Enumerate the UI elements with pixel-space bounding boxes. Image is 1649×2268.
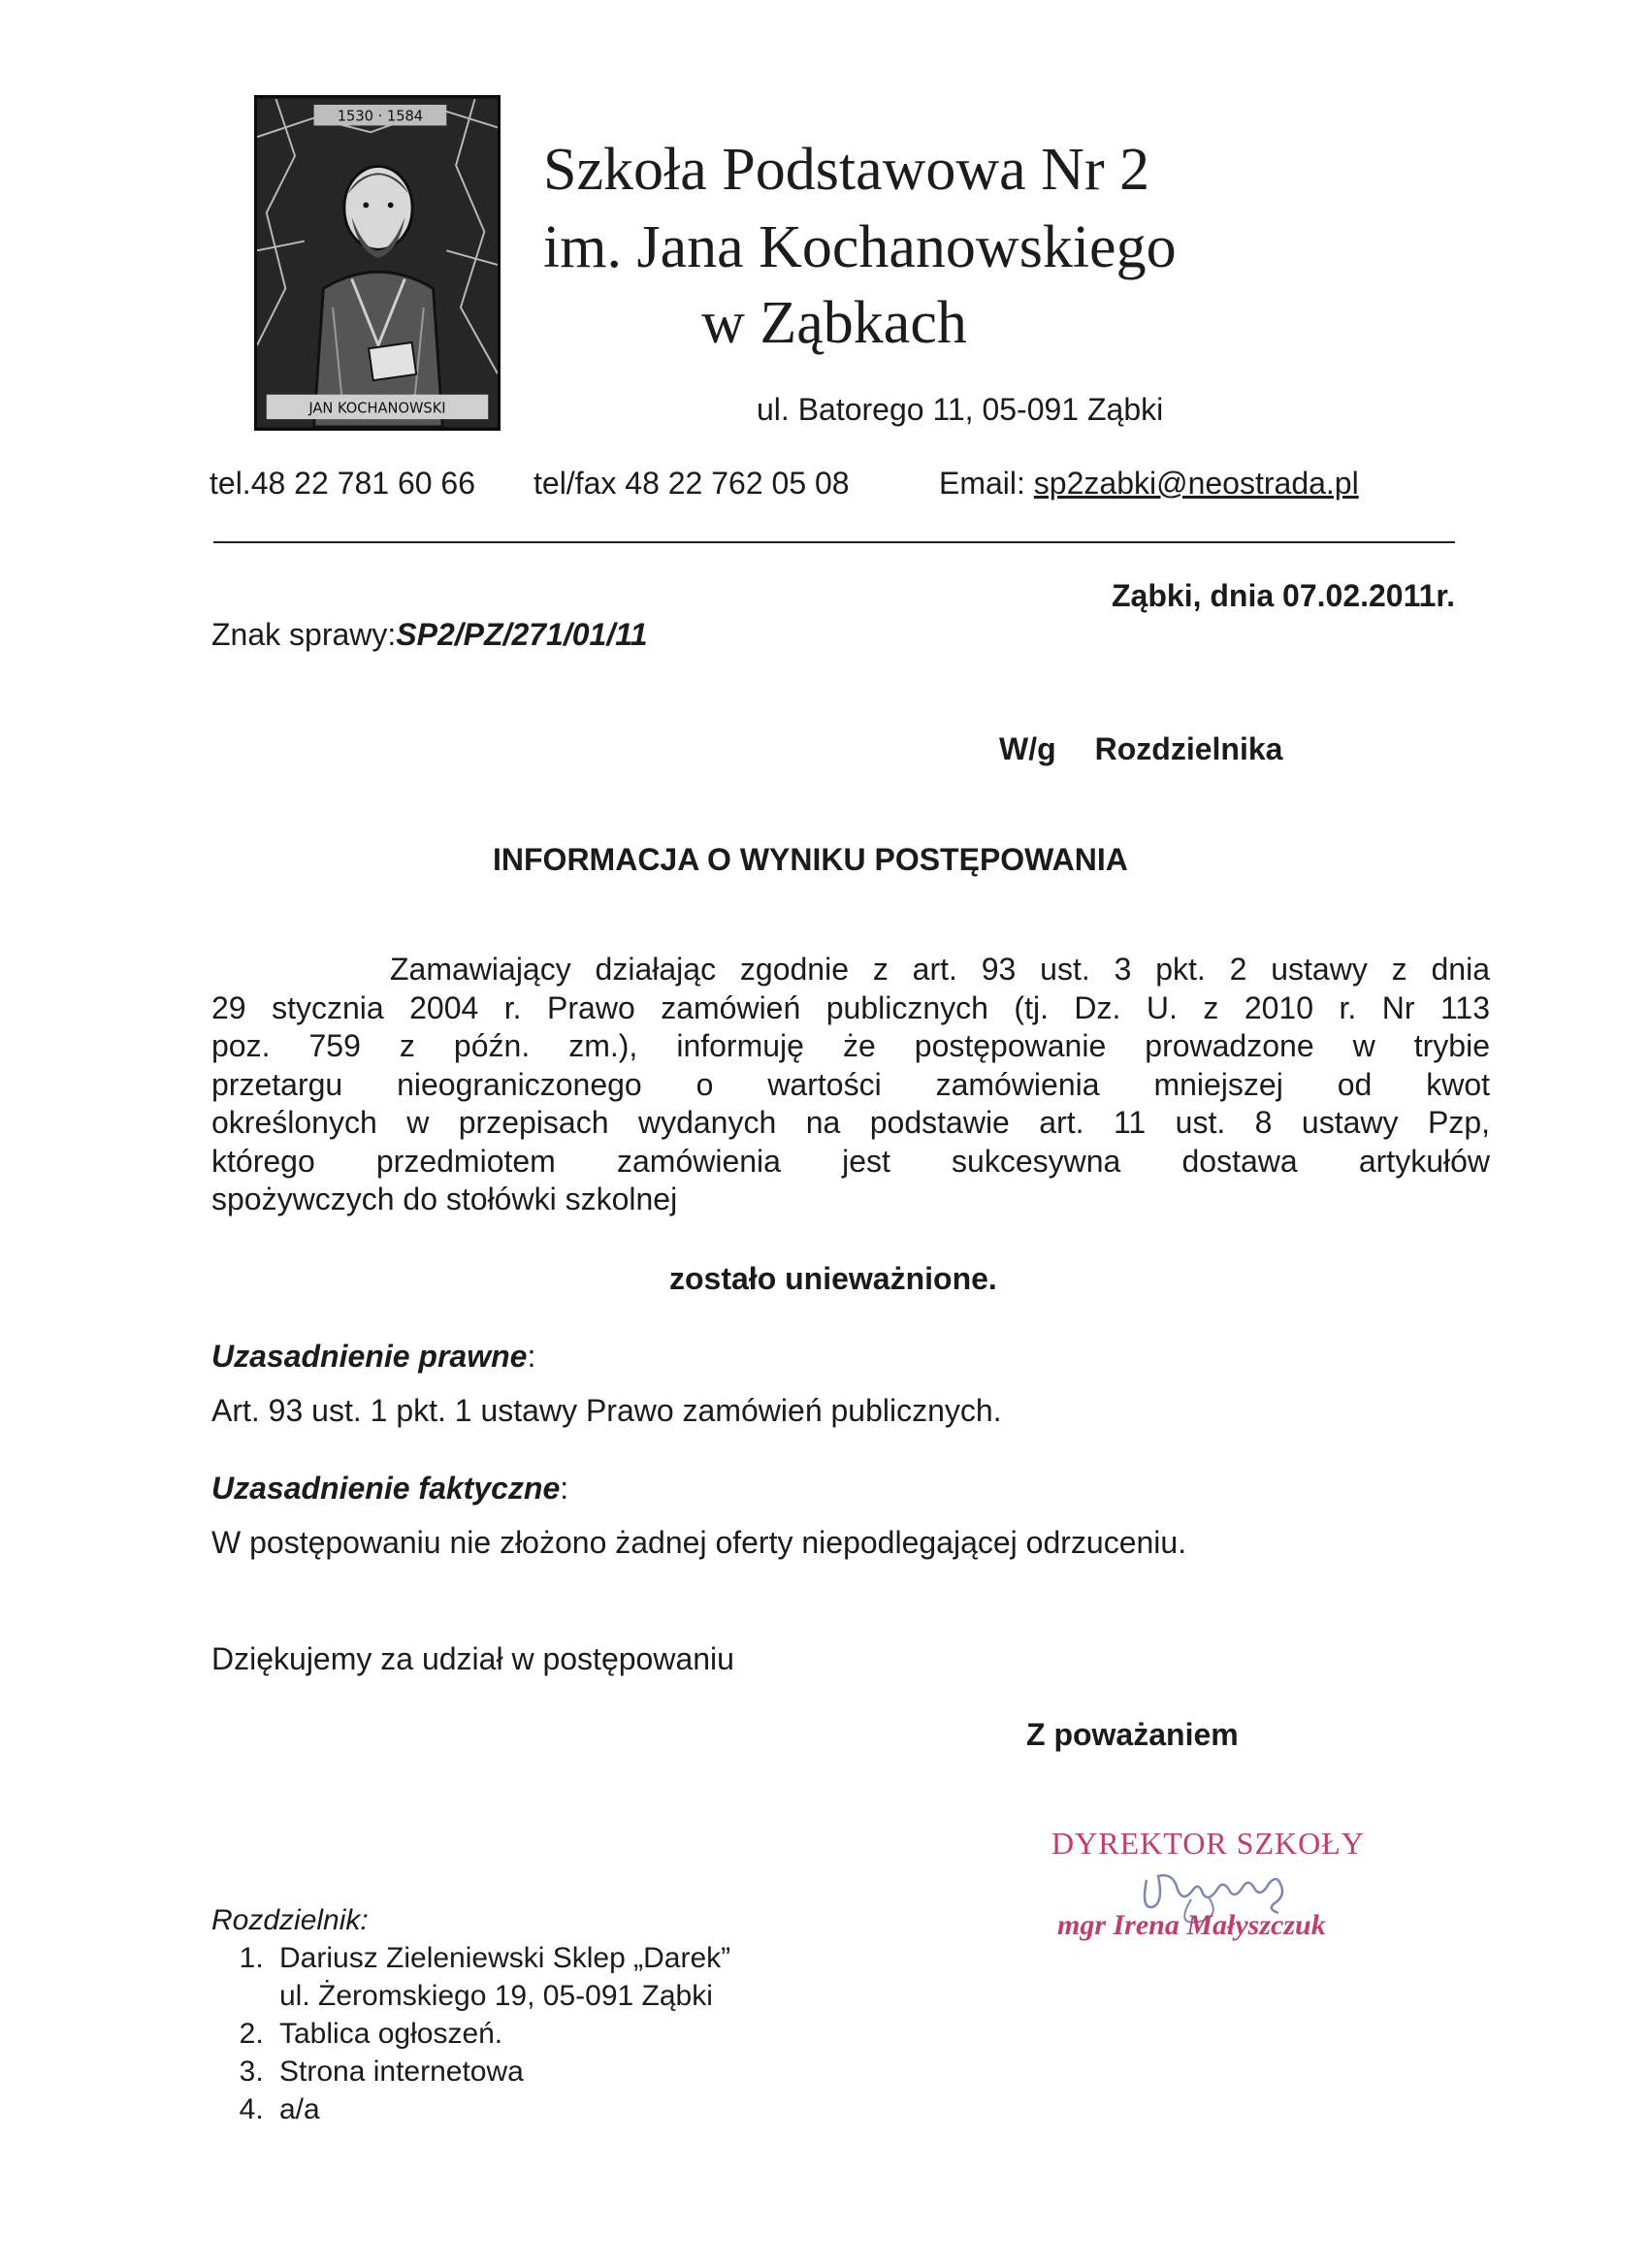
recipient — [999, 731, 1282, 767]
body-line: przetargu nieograniczonego o wartości zamówienia mniejszej od kwot — [211, 1066, 1490, 1102]
school-address: ul. Batorego 11, 05-091 Ząbki — [757, 392, 1164, 427]
recipient-prefix: W/g — [999, 731, 1056, 766]
distribution-item — [272, 2090, 730, 2128]
school-name-line1: Szkoła Podstawowa Nr 2 — [543, 137, 1150, 203]
body-line: Zamawiający działając zgodnie z art. 93 ust. 3 pkt. 2 ustawy z dnia — [390, 952, 1490, 987]
distribution-item-line1: Dariusz Zieleniewski Sklep „Darek” — [279, 1942, 731, 1974]
distribution-item-line1: Strona internetowa — [279, 2056, 524, 2088]
phone-number: tel.48 22 781 60 66 — [210, 466, 476, 501]
legal-basis-text: Art. 93 ust. 1 pkt. 1 ustawy Prawo zamówień publicznych. — [211, 1393, 1002, 1428]
body-line: określonych w przepisach wydanych na podstawie art. 11 ust. 8 ustawy Pzp, — [211, 1105, 1490, 1140]
outcome-statement: zostało unieważnione. — [669, 1261, 997, 1296]
distribution-list — [211, 1901, 730, 2128]
distribution-label: Rozdzielnik: — [211, 1904, 369, 1936]
distribution-item-line2: ul. Żeromskiego 19, 05-091 Ząbki — [279, 1980, 713, 2012]
school-name-line3: w Ząbkach — [701, 290, 967, 356]
letter-date: Ząbki, dnia 07.02.2011r. — [1112, 578, 1455, 613]
email-link[interactable]: sp2zabki@neostrada.pl — [1033, 466, 1359, 501]
body-line: którego przedmiotem zamówienia jest sukcesywna dostawa artykułów — [211, 1143, 1490, 1179]
body-line: spożywczych do stołówki szkolnej — [211, 1182, 678, 1216]
director-stamp-name: mgr Irena Małyszczuk — [1057, 1909, 1326, 1941]
header-divider — [213, 541, 1455, 543]
body-paragraph — [211, 951, 1490, 1219]
svg-text:JAN KOCHANOWSKI: JAN KOCHANOWSKI — [308, 400, 446, 417]
svg-text:1530 · 1584: 1530 · 1584 — [337, 108, 424, 125]
body-line: 29 stycznia 2004 r. Prawo zamówień publicznych (tj. Dz. U. z 2010 r. Nr 113 — [211, 989, 1490, 1025]
body-line: poz. 759 z późn. zm.), informuję że postępowanie prowadzone w trybie — [211, 1028, 1490, 1063]
factual-basis-text: W postępowaniu nie złożono żadnej oferty niepodlegającej odrzuceniu. — [211, 1525, 1187, 1560]
school-logo — [254, 95, 501, 431]
case-reference-label: Znak sprawy: — [211, 617, 397, 652]
legal-basis-heading-text: Uzasadnienie prawne — [211, 1339, 528, 1374]
director-stamp-title: DYREKTOR SZKOŁY — [1051, 1826, 1365, 1861]
case-reference — [211, 617, 647, 653]
email-row — [939, 466, 1359, 502]
factual-basis-heading-text: Uzasadnienie faktyczne — [211, 1471, 561, 1506]
school-name-line2: im. Jana Kochanowskiego — [543, 214, 1177, 280]
case-reference-value: SP2/PZ/271/01/11 — [396, 617, 648, 652]
recipient-name: Rozdzielnika — [1094, 731, 1283, 766]
document-title: INFORMACJA O WYNIKU POSTĘPOWANIA — [493, 842, 1128, 877]
legal-basis-heading: Uzasadnienie prawne: — [211, 1339, 536, 1374]
factual-basis-heading: Uzasadnienie faktyczne: — [211, 1471, 569, 1506]
email-label: Email: — [939, 466, 1025, 501]
distribution-item — [272, 1939, 730, 2015]
fax-number: tel/fax 48 22 762 05 08 — [534, 466, 850, 501]
distribution-item-line1: Tablica ogłoszeń. — [279, 2018, 503, 2050]
distribution-item — [272, 2015, 730, 2053]
distribution-item — [272, 2053, 730, 2090]
kochanowski-portrait-image — [257, 98, 498, 428]
distribution-item-line1: a/a — [279, 2093, 320, 2125]
thanks-line: Dziękujemy za udział w postępowaniu — [211, 1641, 734, 1676]
regards-line: Z poważaniem — [1026, 1717, 1239, 1752]
